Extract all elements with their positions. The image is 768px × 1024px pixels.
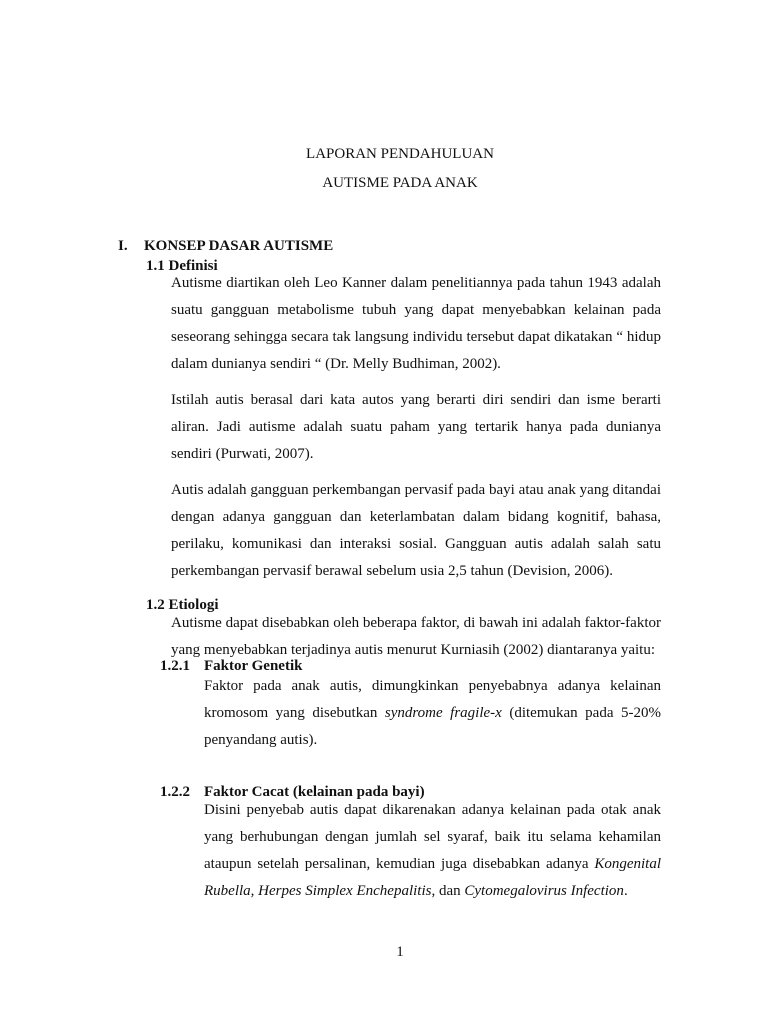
section-title: KONSEP DASAR AUTISME (144, 238, 334, 254)
genetik-italic-term: syndrome fragile-x (384, 705, 502, 721)
subsubsection-number: 1.2.2 (160, 784, 190, 800)
cacat-text-c: . (623, 883, 628, 899)
cacat-italic-term-1: Kongenital Rubella, Herpes Simplex Enchepalitis (204, 856, 661, 899)
document-title: LAPORAN PENDAHULUAN (306, 146, 494, 162)
paragraph-definisi-3: Autis adalah gangguan perkembangan pervasif pada bayi atau anak yang ditandai dengan adanya gangguan dan keterlambatan dalam bidang kognitif, bahasa, perilaku, komunikasi dan interaksi sosial. Gangguan autis adalah salah satu perkembangan pervasif berawal sebelum usia 2,5 tahun (Devision, 2006). (171, 482, 661, 579)
paragraph-faktor-genetik (204, 673, 661, 754)
paragraph-definisi-1: Autisme diartikan oleh Leo Kanner dalam penelitiannya pada tahun 1943 adalah suatu gangguan metabolisme tubuh yang dapat menyebabkan kelainan pada seseorang sehingga secara tak langsung individu tersebut dapat dikatakan “ hidup dalam dunianya sendiri “ (Dr. Melly Budhiman, 2002). (171, 275, 661, 372)
section-number: I. (118, 238, 128, 254)
cacat-italic-term-2: Cytomegalovirus Infection (464, 883, 624, 899)
subsection-heading-etiologi: 1.2 Etiologi (146, 597, 219, 613)
genetik-text-b: (ditemukan pada 5-20% penyandang autis). (204, 705, 661, 748)
genetik-text-a: Faktor pada anak autis, dimungkinkan penyebabnya adanya kelainan kromosom yang disebutkan (204, 678, 661, 721)
cacat-text-b: , dan (431, 883, 465, 899)
section-heading-konsep-dasar (118, 238, 333, 255)
page-number: 1 (396, 944, 404, 960)
subsubsection-number: 1.2.1 (160, 658, 190, 674)
subsubsection-title: Faktor Genetik (204, 658, 303, 674)
paragraph-definisi-2: Istilah autis berasal dari kata autos yang berarti diri sendiri dan isme berarti aliran. Jadi autisme adalah suatu paham yang tertarik hanya pada dunianya sendiri (Purwati, 2007). (171, 392, 661, 462)
subsubsection-title: Faktor Cacat (kelainan pada bayi) (204, 784, 425, 800)
paragraph-etiologi: Autisme dapat disebabkan oleh beberapa faktor, di bawah ini adalah faktor-faktor yang menyebabkan terjadinya autis menurut Kurniasih (2002) diantaranya yaitu: (171, 615, 661, 658)
document-subtitle: AUTISME PADA ANAK (322, 175, 478, 191)
subsection-heading-definisi: 1.1 Definisi (146, 258, 218, 274)
paragraph-faktor-cacat (204, 797, 661, 905)
cacat-text-a: Disini penyebab autis dapat dikarenakan adanya kelainan pada otak anak yang berhubungan dengan jumlah sel syaraf, baik itu selama kehamilan ataupun setelah persalinan, kemudian juga disebabkan adanya (204, 802, 661, 872)
